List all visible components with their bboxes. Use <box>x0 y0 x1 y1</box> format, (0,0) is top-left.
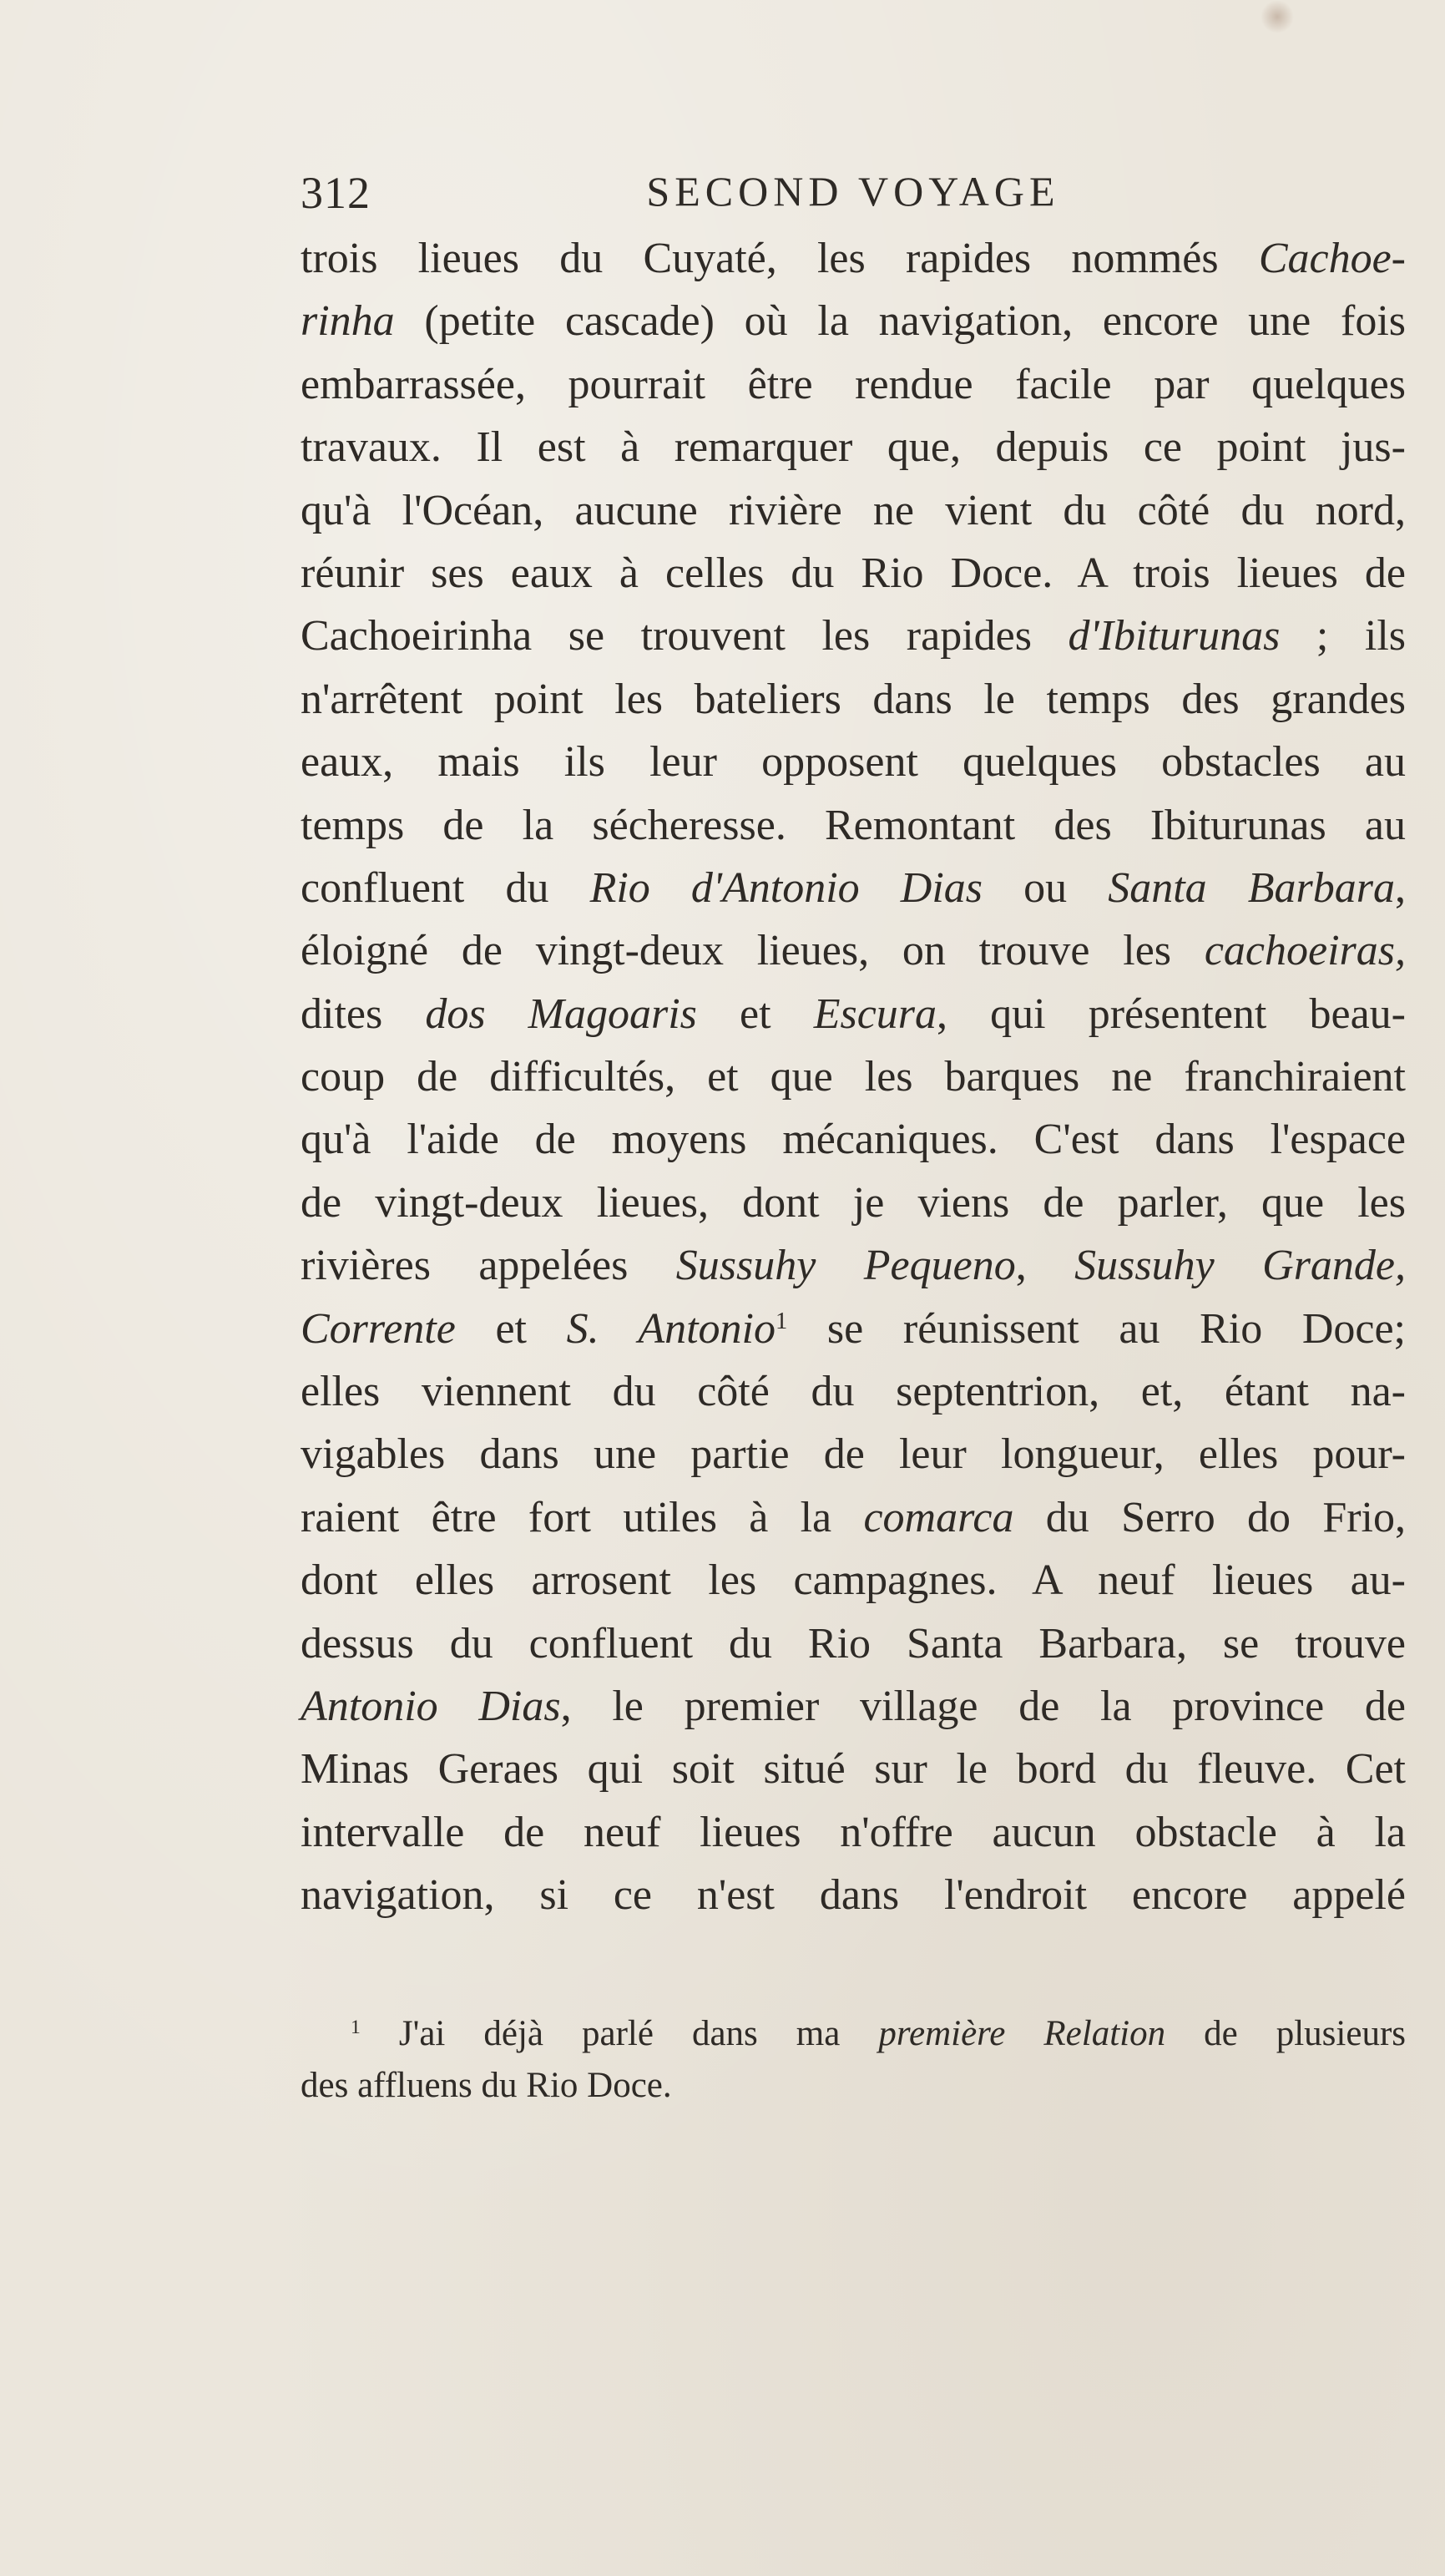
text-line: embarrassée, pourrait être rendue facile par quelques <box>301 360 1406 408</box>
footnote-line: des affluens du Rio Doce. <box>301 2066 672 2105</box>
text-line: éloigné de vingt-deux lieues, on trouve les cachoeiras, <box>301 927 1406 975</box>
text-line: dont elles arrosent les campagnes. A neuf lieues au- <box>301 1556 1406 1605</box>
text-line: navigation, si ce n'est dans l'endroit encore appelé <box>301 1871 1406 1920</box>
text-line: raient être fort utiles à la comarca du Serro do Frio, <box>301 1493 1407 1541</box>
text-line: temps de la sécheresse. Remontant des Ibiturunas au <box>301 801 1406 849</box>
text-line: dessus du confluent du Rio Santa Barbara, se trouve <box>301 1619 1406 1668</box>
text-line: de vingt-deux lieues, dont je viens de parler, que les <box>301 1178 1406 1227</box>
text-line: elles viennent du côté du septentrion, et, étant na- <box>301 1368 1406 1416</box>
page-header <box>301 167 1406 227</box>
text-line: réunir ses eaux à celles du Rio Doce. A trois lieues de <box>301 549 1406 597</box>
text-line: Minas Geraes qui soit situé sur le bord du fleuve. Cet <box>301 1745 1406 1794</box>
text-line: intervalle de neuf lieues n'offre aucun obstacle à la <box>301 1808 1406 1856</box>
paper-stain <box>1261 0 1294 33</box>
footnote-line: $^1$ J'ai déjà parlé dans ma première Relation de plusieurs <box>351 2014 1406 2053</box>
text-line: qu'à l'aide de moyens mécaniques. C'est dans l'espace <box>301 1116 1406 1164</box>
text-line: confluent du Rio d'Antonio Dias ou Santa Barbara, <box>301 863 1407 912</box>
text-line: rivières appelées Sussuhy Pequeno, Sussuhy Grande, <box>301 1242 1407 1290</box>
text-line: Antonio Dias, le premier village de la province de <box>301 1682 1406 1730</box>
text-line: Cachoeirinha se trouvent les rapides d'Ibiturunas ; ils <box>301 612 1407 660</box>
text-line: coup de difficultés, et que les barques ne franchiraient <box>301 1053 1406 1101</box>
running-title: SECOND VOYAGE <box>646 168 1060 215</box>
text-line: n'arrêtent point les bateliers dans le temps des grandes <box>301 675 1406 723</box>
text-line: dites dos Magoaris et Escura, qui présentent beau- <box>301 989 1406 1038</box>
body-text <box>301 227 1406 1927</box>
text-line: eaux, mais ils leur opposent quelques obstacles au <box>301 738 1406 787</box>
footnotes <box>301 2008 1406 2112</box>
text-line: trois lieues du Cuyaté, les rapides nommés Cachoe- <box>301 235 1406 282</box>
text-line: vigables dans une partie de leur longueur, elles pour- <box>301 1430 1406 1479</box>
text-line: travaux. Il est à remarquer que, depuis ce point jus- <box>301 423 1406 472</box>
text-line: Corrente et S. Antonio$^1$ se réunissent au Rio Doce; <box>301 1304 1407 1353</box>
page-number: 312 <box>301 168 371 218</box>
text-line: qu'à l'Océan, aucune rivière ne vient du côté du nord, <box>301 486 1406 534</box>
text-line: rinha (petite cascade) où la navigation, encore une fois <box>301 297 1406 346</box>
